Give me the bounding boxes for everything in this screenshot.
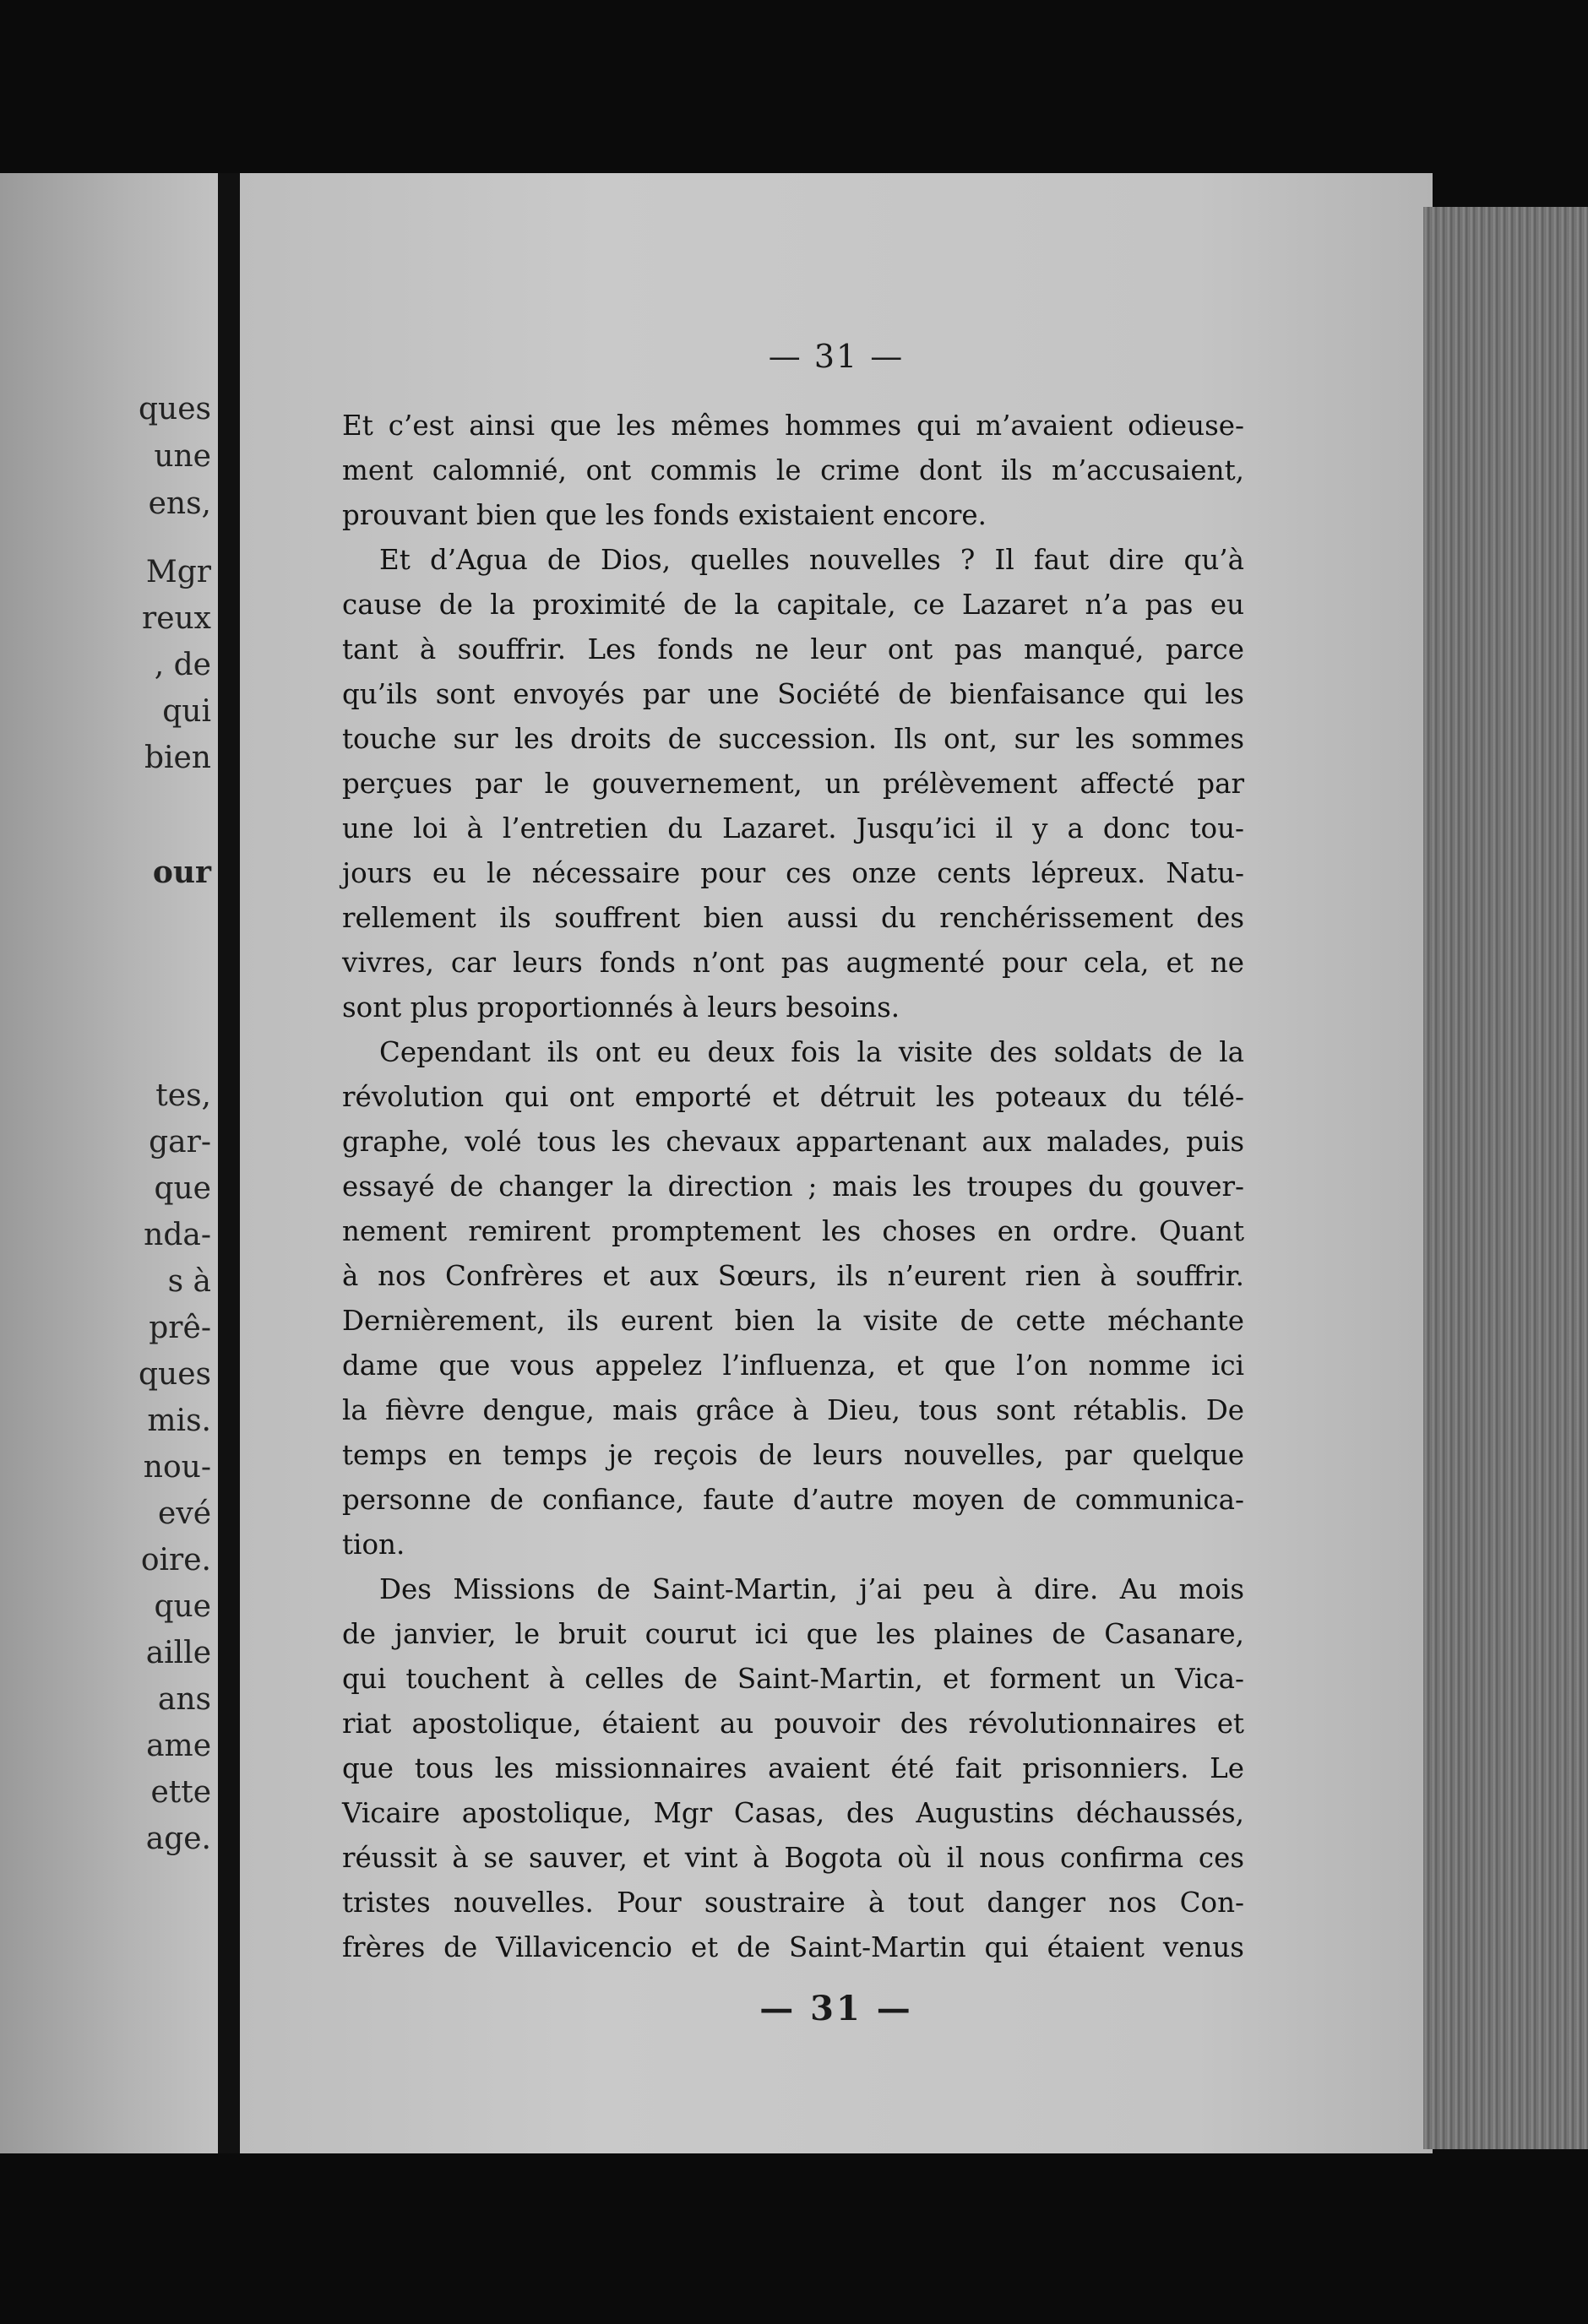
text-line: perçues par le gouvernement, un prélèvement affecté par <box>342 768 1244 800</box>
book-gutter <box>218 173 240 2153</box>
left-page-text-fragments <box>0 173 218 2153</box>
page-number-header: — 31 — <box>768 338 905 375</box>
book-page-edges <box>1423 207 1588 2149</box>
text-line: touche sur les droits de succession. Ils ont, sur les sommes <box>342 723 1244 755</box>
text-line: graphe, volé tous les chevaux appartenant aux malades, puis <box>342 1126 1244 1158</box>
text-line: la fièvre dengue, mais grâce à Dieu, tous sont rétablis. De <box>342 1394 1244 1426</box>
text-line: nement remirent promptement les choses en ordre. Quant <box>342 1215 1244 1247</box>
left-page-fragment: ens, <box>148 486 211 521</box>
text-line: ment calomnié, ont commis le crime dont ils m’accusaient, <box>342 454 1244 486</box>
page-number-footer: — 31 — <box>759 1989 913 2028</box>
text-line: Dernièrement, ils eurent bien la visite de cette méchante <box>342 1305 1244 1337</box>
left-page-fragment: s à <box>167 1264 211 1299</box>
left-page-fragment: age. <box>145 1822 211 1856</box>
left-page-fragment: Mgr <box>145 555 211 589</box>
text-line: réussit à se sauver, et vint à Bogota où il nous confirma ces <box>342 1842 1244 1874</box>
left-page-fragment: reux <box>141 601 211 636</box>
text-line: que tous les missionnaires avaient été fait prisonniers. Le <box>342 1752 1244 1784</box>
text-line: dame que vous appelez l’influenza, et que l’on nomme ici <box>342 1349 1244 1382</box>
left-page-fragment: nda- <box>144 1218 211 1252</box>
left-page-fragment: ques <box>138 392 211 426</box>
left-page-fragment: ans <box>157 1682 211 1717</box>
text-line: tion. <box>342 1529 405 1561</box>
text-line: essayé de changer la direction ; mais les troupes du gouver- <box>342 1170 1244 1203</box>
left-page-fragment: qui <box>162 694 211 729</box>
left-page-fragment: gar- <box>149 1125 211 1159</box>
left-page-fragment: ette <box>150 1775 211 1810</box>
text-line: Et c’est ainsi que les mêmes hommes qui m’avaient odieuse- <box>342 410 1244 442</box>
left-page-fragment: que <box>154 1589 211 1624</box>
text-line: cause de la proximité de la capitale, ce Lazaret n’a pas eu <box>342 589 1244 621</box>
text-line: Cependant ils ont eu deux fois la visite des soldats de la <box>379 1036 1244 1068</box>
left-page-fragment: prê- <box>149 1311 211 1345</box>
text-line: à nos Confrères et aux Sœurs, ils n’eurent rien à souffrir. <box>342 1260 1244 1292</box>
left-page-fragment: mis. <box>147 1404 211 1438</box>
left-page-fragment: , de <box>154 648 211 682</box>
left-page-fragment: une <box>154 439 211 474</box>
text-line: Et d’Agua de Dios, quelles nouvelles ? Il faut dire qu’à <box>379 544 1244 576</box>
text-line: sont plus proportionnés à leurs besoins. <box>342 991 900 1024</box>
text-line: temps en temps je reçois de leurs nouvelles, par quelque <box>342 1439 1244 1471</box>
text-line: riat apostolique, étaient au pouvoir des révolutionnaires et <box>342 1708 1244 1740</box>
text-line: révolution qui ont emporté et détruit les poteaux du télé- <box>342 1081 1244 1113</box>
text-line: Des Missions de Saint-Martin, j’ai peu à dire. Au mois <box>379 1573 1244 1605</box>
left-page-fragment: oire. <box>140 1543 211 1577</box>
left-page-fragment: tes, <box>155 1078 211 1113</box>
text-line: qui touchent à celles de Saint-Martin, et forment un Vica- <box>342 1663 1244 1695</box>
text-line: jours eu le nécessaire pour ces onze cents lépreux. Natu- <box>342 857 1244 889</box>
left-page-fragment: our <box>152 855 211 890</box>
left-page-fragment: ques <box>138 1357 211 1392</box>
text-line: vivres, car leurs fonds n’ont pas augmenté pour cela, et ne <box>342 947 1244 979</box>
text-line: de janvier, le bruit courut ici que les plaines de Casanare, <box>342 1618 1244 1650</box>
text-line: personne de confiance, faute d’autre moyen de communica- <box>342 1484 1244 1516</box>
text-line: qu’ils sont envoyés par une Société de bienfaisance qui les <box>342 678 1244 710</box>
text-line: prouvant bien que les fonds existaient encore. <box>342 499 987 531</box>
text-line: Vicaire apostolique, Mgr Casas, des Augustins déchaussés, <box>342 1797 1244 1829</box>
left-page-fragment: aille <box>145 1636 211 1670</box>
text-line: tristes nouvelles. Pour soustraire à tout danger nos Con- <box>342 1887 1244 1919</box>
left-page-fragment: nou- <box>143 1450 211 1485</box>
left-page-fragment: evé <box>158 1496 211 1531</box>
text-line: une loi à l’entretien du Lazaret. Jusqu’ici il y a donc tou- <box>342 812 1244 844</box>
text-line: frères de Villavicencio et de Saint-Martin qui étaient venus <box>342 1931 1244 1963</box>
left-page-fragment: ame <box>146 1729 211 1763</box>
left-page <box>0 173 218 2153</box>
body-text <box>342 404 1244 1970</box>
left-page-fragment: bien <box>144 741 211 775</box>
text-line: rellement ils souffrent bien aussi du renchérissement des <box>342 902 1244 934</box>
text-line: tant à souffrir. Les fonds ne leur ont pas manqué, parce <box>342 633 1244 665</box>
left-page-fragment: que <box>154 1171 211 1206</box>
